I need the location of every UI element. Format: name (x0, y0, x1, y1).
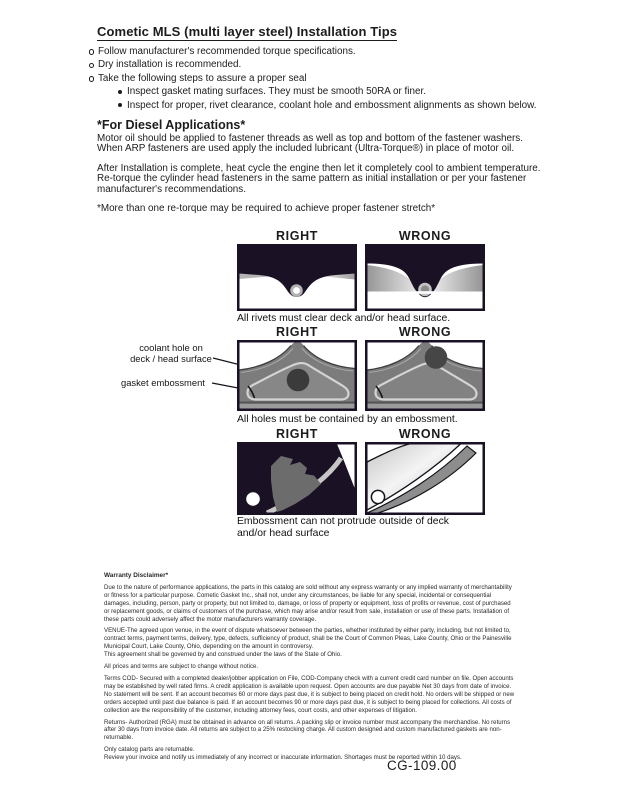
bottom-stripe-dark (239, 402, 355, 404)
paragraph: After Installation is complete, heat cycle the engine then let it completely cool to ambient temperature. Re-torque the cylinder head fasteners in the same pattern as initial installation or per your fastener manufacturer's recommendations. (97, 163, 541, 195)
bottom-stripe-dark (367, 402, 483, 404)
coolant-hole-icon (287, 369, 310, 392)
section-heading-diesel: *For Diesel Applications* (97, 118, 246, 132)
diagram-hole-right-panel (237, 340, 357, 411)
installation-tips-list (88, 45, 548, 112)
coolant-hole-icon (425, 346, 448, 369)
list-item-sub: Inspect for proper, rivet clearance, coolant hole and embossment alignments as shown below. (117, 99, 548, 112)
wrong-label: WRONG (398, 325, 452, 339)
legal-paragraph: Due to the nature of performance applications, the parts in this catalog are sold without any express warranty or any implied warranty of merchantability or fitness for a particular purpose. Cometic Gasket Inc., shall not, under any circumstances, be liable for any special, incidental or consequential damages, including, person, party or property, but not limited to, damage, or loss of property or equipment, loss of profits or revenue, cost of purchased or replacement goods, or claims of customers of the purchase, which may arise and/or result from sale, installation or use of these parts. Installation of these parts could adversely affect the motor manufacturers warranty coverage. (104, 583, 512, 623)
row2-caption: All holes must be contained by an embossment. (237, 414, 458, 425)
wrong-label: WRONG (398, 427, 452, 441)
legal-paragraph: Terms COD- Secured with a completed dealer/jobber application on File, COD-Company check with a current credit card number on file. Open accounts may be established by well rated firms. A credit application is available upon request. Open accounts are due payable Net 30 days from date of invoice. No statement will be sent. If an account becomes 60 or more days past due, it is subject to being placed on credit hold. No orders will be shipped or new orders accepted until past due balance is paid. If an account becomes 90 or more days past due, it is subject to being placed for collections. All costs of collection are the responsibility of the customer, including attorney fees, court costs, and other expenses of litigation. (104, 674, 515, 714)
retorque-note: *More than one re-torque may be required to achieve proper fastener stretch* (97, 203, 436, 214)
list-item: Dry installation is recommended. (88, 58, 548, 71)
deck-line-through-rivet (417, 291, 434, 294)
row1-caption: All rivets must clear deck and/or head surface. (237, 313, 451, 324)
document-number: CG-109.00 (387, 758, 457, 773)
bottom-stripe-light (367, 404, 483, 409)
warranty-disclaimer-section (104, 572, 517, 762)
diagram-embossment-right-panel (237, 442, 357, 515)
diagram-rivet-wrong-panel (365, 244, 485, 311)
legal-paragraph: All prices and terms are subject to change without notice. (104, 663, 259, 671)
right-label: RIGHT (276, 427, 318, 441)
callout-coolant-hole: coolant hole on deck / head surface (130, 342, 212, 364)
bolt-hole-icon (246, 492, 260, 506)
diagram-rivet-right-panel (237, 244, 357, 311)
legal-paragraph: Returns- Authorized (RGA) must be obtained in advance on all returns. A packing slip or invoice number must accompany the merchandise. No returns after 30 days from invoice date. All returns are subject to a 25% restocking charge. All custom designed and custom manufactured gaskets are non-returnable. (104, 718, 511, 742)
list-item: Follow manufacturer's recommended torque specifications. (88, 45, 548, 58)
callout-gasket-embossment: gasket embossment (121, 377, 205, 388)
list-item: Take the following steps to assure a proper seal (88, 72, 548, 85)
legal-paragraph: Review your invoice and notify us immediately of any incorrect or inaccurate information. Shortages must be reported within 10 days. (104, 754, 462, 762)
legal-paragraph: Only catalog parts are returnable. (104, 746, 195, 754)
diagram-embossment-wrong-panel (365, 442, 485, 515)
paragraph: Motor oil should be applied to fastener threads as well as top and bottom of the fastener washers. When ARP fasteners are used apply the included lubricant (Ultra-Torque®) in place of motor oil. (97, 133, 523, 155)
wrong-label: WRONG (398, 229, 452, 243)
rivet-center (293, 287, 300, 294)
legal-heading: Warranty Disclaimer* (104, 572, 169, 579)
row3-caption: Embossment can not protrude outside of deck and/or head surface (237, 516, 449, 539)
page-title: Cometic MLS (multi layer steel) Installation Tips (97, 24, 398, 39)
right-label: RIGHT (276, 325, 318, 339)
diagram-hole-wrong-panel (365, 340, 485, 411)
legal-paragraph: This agreement shall be governed by and construed under the laws of the State of Ohio. (104, 651, 342, 659)
list-item-sub: Inspect gasket mating surfaces. They must be smooth 50RA or finer. (117, 85, 548, 98)
legal-paragraph: VENUE-The agreed upon venue, in the event of dispute whatsoever between the parties, whether instituted by either party, including, but not limited to, contract terms, payment terms, delivery, type, defects, sufficiency of product, shall be the Court of Common Pleas, Lake County, Ohio or the Painesville Municipal Court, Lake County, Ohio, depending on the amount in controversy. (104, 627, 512, 651)
right-label: RIGHT (276, 229, 318, 243)
bottom-stripe-light (239, 404, 355, 409)
bolt-hole-icon (371, 490, 384, 503)
